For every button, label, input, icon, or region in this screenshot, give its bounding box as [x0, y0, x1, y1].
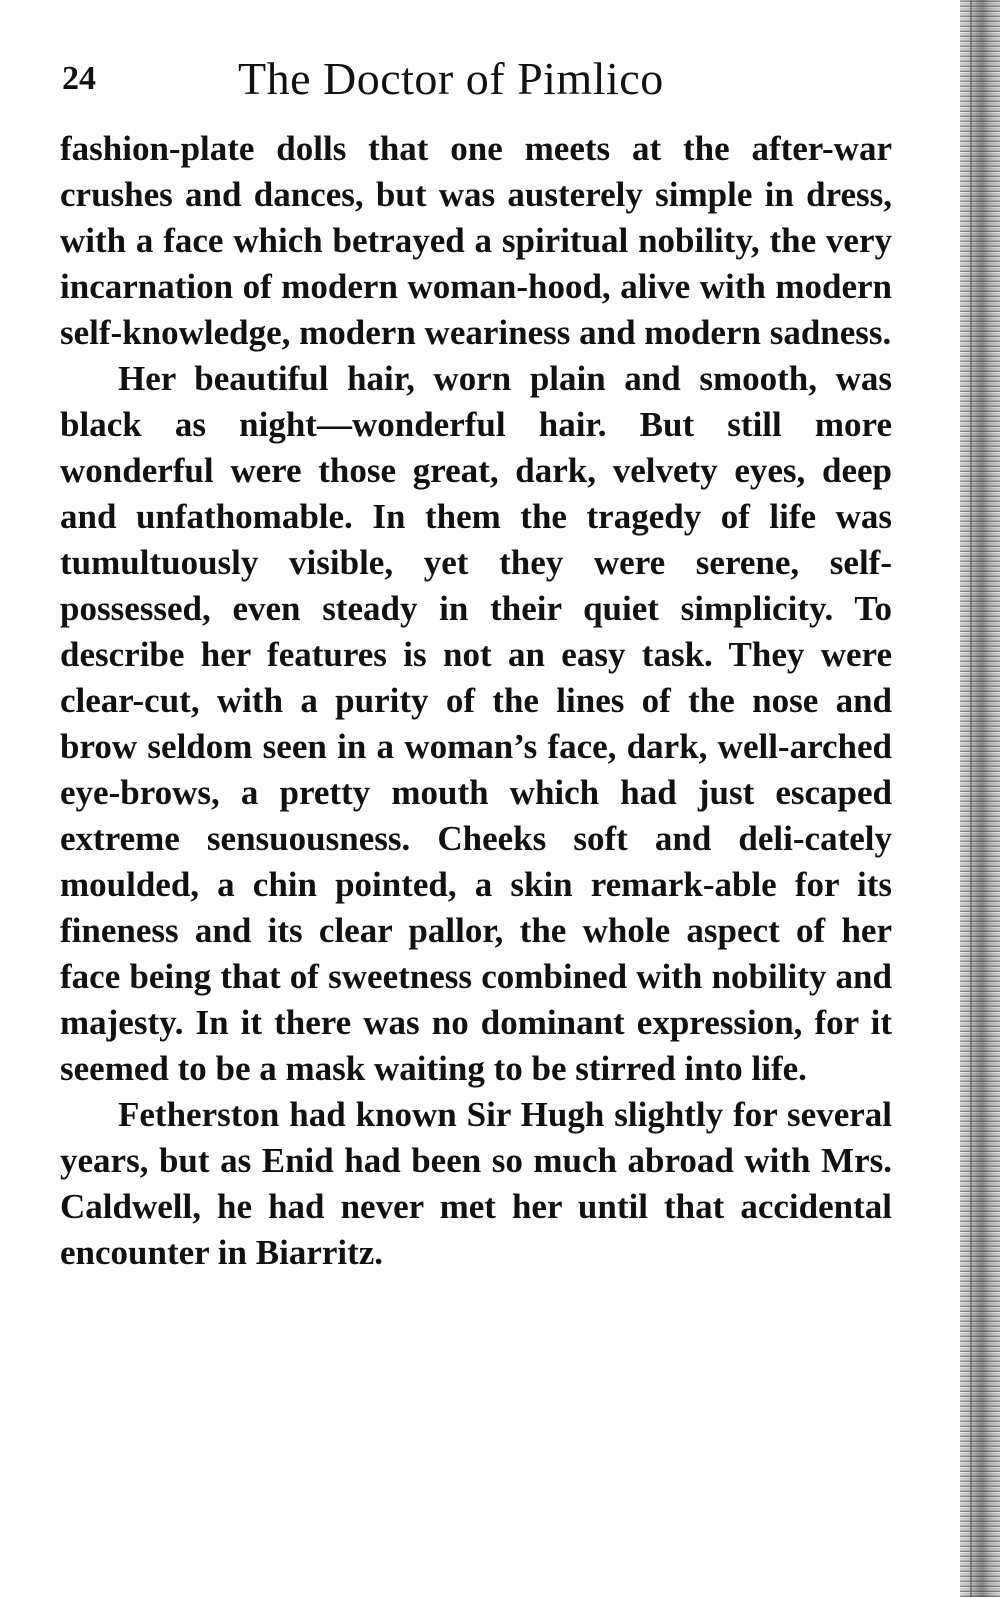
body-text: [60, 126, 892, 1276]
running-head: The Doctor of Pimlico: [238, 53, 664, 104]
paragraph-continued: fashion-plate dolls that one meets at the after-war crushes and dances, but was austerely simple in dress, with a face which betrayed a spiritual nobility, the very incarnation of modern woman-hood, alive with modern self-knowledge, modern weariness and modern sadness.: [60, 129, 892, 352]
page-edge-shadow: [960, 0, 1000, 1597]
paragraph-hair-description: Her beautiful hair, worn plain and smooth, was black as night—wonderful hair. But still more wonderful were those great, dark, velvety eyes, deep and unfathomable. In them the tragedy of life was tumultuously visible, yet they were serene, self-possessed, even steady in their quiet simplicity. To describe her features is not an easy task. They were clear-cut, with a purity of the lines of the nose and brow seldom seen in a woman’s face, dark, well-arched eye-brows, a pretty mouth which had just escaped extreme sensuousness. Cheeks soft and deli-cately moulded, a chin pointed, a skin remark-able for its fineness and its clear pallor, the whole aspect of her face being that of sweetness combined with nobility and majesty. In it there was no dominant expression, for it seemed to be a mask waiting to be stirred into life.: [60, 359, 892, 1088]
page-edge-line: [970, 0, 972, 1597]
paragraph-fetherston: Fetherston had known Sir Hugh slightly for several years, but as Enid had been so much abroad with Mrs. Caldwell, he had never met her until that accidental encounter in Biarritz.: [60, 1095, 892, 1272]
page-header: [62, 52, 902, 112]
page-number: 24: [62, 60, 96, 97]
